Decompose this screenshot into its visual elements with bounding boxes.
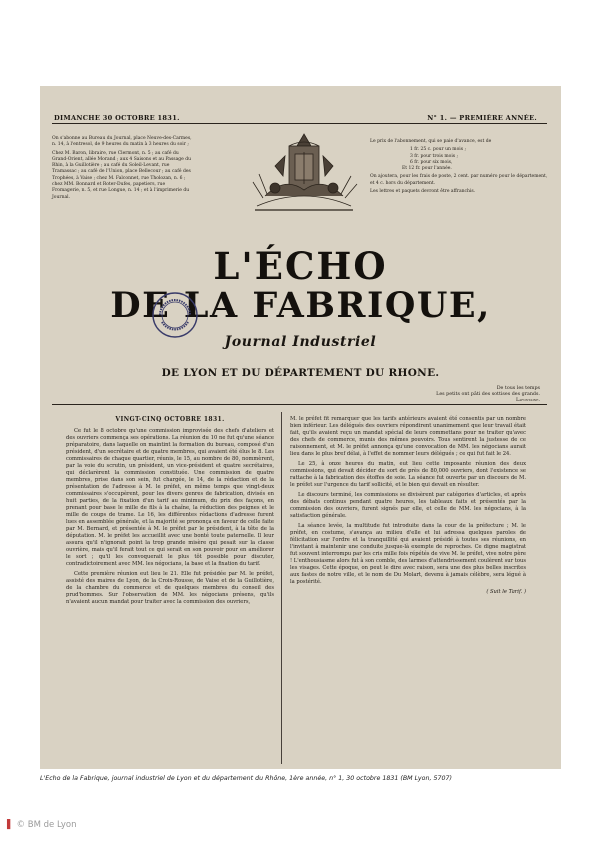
postage-note: On ajoutera, pour les frais de poste, 2 cent. par numéro pour le département, et 4 c. hors du département. xyxy=(370,174,548,186)
article-paragraph: Cette première réunion eut lieu le 21. Elle fut présidée par M. le préfet, assisté des maires de Lyon, de la Croix-Rousse, de Vaise et de la Guillotière, de la chambre du commerce et de quelques membres du conseil des prud'hommes. Sur l'observation de MM. les négocians présens, qu'ils n'avaient aucun mandat pour traiter avec la commission des ouvriers, xyxy=(66,571,274,605)
subscription-locations xyxy=(52,136,194,203)
epigraph-author: Lafontaine. xyxy=(515,398,540,403)
article-paragraph: M. le préfet fit remarquer que les tarifs antérieurs avaient été consentis par un nombre bien inférieur. Les délégués des ouvriers répondirent unanimement que leur travail était fait, qu'ils avaient reçu un mandat spécial de leurs commettans pour ne traiter qu'avec des chefs de commerce, munis des mêmes pouvoirs. Tous sentirent la justesse de ce raisonnement, et M. le préfet annonça qu'une convocation de MM. les négocians aurait lieu dans le plus bref délai, à l'effet de nommer leurs délégués ; ce qui fut fait le 24. xyxy=(290,416,526,457)
issue-number: N° 1. — PREMIÈRE ANNÉE. xyxy=(427,114,537,122)
copyright-text: © BM de Lyon xyxy=(16,820,77,830)
library-stamp-icon xyxy=(150,290,200,340)
price-line: Et 12 fr. pour l'année. xyxy=(402,166,452,172)
allegorical-vignette-icon xyxy=(245,126,363,218)
header-rule xyxy=(52,123,547,124)
epigraph-line: De tous les temps xyxy=(496,386,540,391)
article-paragraph: Le 25, à onze heures du matin, eut lieu cette imposante réunion des deux commissions, qui devait décider du sort de près de 80,000 ouvriers, dont l'existence se rattache à la fabrication des étoffes de soie. La séance fut ouverte par un discours de M. le préfet sur l'urgence du tarif sollicité, et le bien qui devait en résulter. xyxy=(290,461,526,488)
price-line: 1 fr. 25 c. pour un mois ; xyxy=(410,147,466,153)
masthead-subtitle-2: DE LYON ET DU DÉPARTEMENT DU RHONE. xyxy=(161,367,440,379)
image-caption: L'Echo de la Fabrique, journal industriel de Lyon et du département du Rhône, 1ère année, n° 1, 30 octobre 1831 (BM Lyon, 5707) xyxy=(40,775,452,782)
article-left-column xyxy=(66,416,274,609)
article-title: VINGT-CINQ OCTOBRE 1831. xyxy=(115,416,225,423)
section-rule xyxy=(52,404,547,405)
newspaper-page xyxy=(40,86,561,769)
bm-lyon-logo-icon: ▌ xyxy=(7,820,14,830)
subscription-text: Chez M. Baron, libraire, rue Clermont, n. 5 ; au café du Grand-Orient, allée Morand ; aux 4 Saisons et au Passage du Rhin, à la Guillotière ; au café du Soleil-Levant, rue Tramassac ; au café de l'Union, place Bellecour ; au café des Trophées, à Vaise ; chez M. Falconnet, rue Tholozan, n. 6 ; chez MM. Bonnard et Roter-Dufes, papetiers, rue Fromagerie, n. 5, et rue Longue, n. 14 ; et à l'imprimerie du Journal. xyxy=(52,150,192,200)
article-right-column xyxy=(290,416,526,596)
price-line: 3 fr. pour trois mois ; xyxy=(410,153,459,159)
article-paragraph: Ce fut le 8 octobre qu'une commission improvisée des chefs d'ateliers et des ouvriers commença ses opérations. La réunion du 10 ne fut qu'une séance préparatoire, dans laquelle on maintint la formation du bureau, composé d'un président, d'un secrétaire et de quatre membres, qui avaient été élus le 8. Les commissaires de chaque quartier, réunis, le 15, au nombre de 80, nommèrent, par la voie du scrutin, un président, un vice-président et quatre secrétaires, qui déclarèrent la commission constituée. Une commission de quatre membres, prise dans son sein, fut chargée, le 14, de la rédaction et de la présentation de l'adresse à M. le préfet, en même temps que vingt-deux commissaires s'occupèrent, pour les divers genres de fabrication, divisés en huit parties, de la fixation d'un tarif au minimum, du prix des façons, en prenant pour base le mille de fils à la chaîne, la réduction des peignes et le mille de coups de trame. Le 16, les différentes rédactions d'adresse furent lues en assemblée générale, et la majorité se prononça en faveur de celle faite par M. Bernard, et présentée à M. le préfet par le président, à la tête de la députation. M. le préfet les accueillit avec une bonté toute paternelle. Il leur assura qu'il n'ignorait point la trop grande misère qui pesait sur la classe ouvrière, mais qu'il ferait tout ce qui serait en son pouvoir pour en améliorer le sort ; qu'il les convoquerait le plus tôt possible pour discuter, contradictoirement avec MM. les négocians, la base et la fixation du tarif. xyxy=(66,428,274,567)
article-paragraph: Le discours terminé, les commissions se divisèrent par catégories d'articles, et après des débats continus pendant quatre heures, les tableaux faits et présentés par la commission des ouvriers, furent signés par elle, et celle de MM. les négocians, à la satisfaction générale. xyxy=(290,492,526,519)
masthead-title: L'ÉCHO xyxy=(213,244,388,288)
letters-note: Les lettres et paquets devront être affranchis. xyxy=(370,189,476,195)
price-intro: Le prix de l'abonnement, qui se paie d'avance, est de xyxy=(370,139,492,144)
article-paragraph: La séance levée, la multitude fut introduite dans la cour de la préfecture ; M. le préfet, en costume, s'avança au milieu d'elle et lui adressa quelques paroles de félicitation sur l'ordre et la tranquillité qui avaient présidé à toutes ses réunions, en l'invitant à maintenir une conduite jusque-là exempte de reproches. Ce digne magistrat fut souvent interrompu par les cris mille fois répétés de vive M. le préfet, vive notre père ! L'enthousiasme alors fut à son comble, des larmes d'attendrissement coulèrent sur tous les visages. Cette époque, on peut le dire avec raison, sera une des plus belles inscrites aux fastes de notre ville, et le nom de Du Molart, devenu à jamais célèbre, sera légué à la postérité. xyxy=(290,523,526,585)
column-divider xyxy=(281,412,282,764)
issue-date: DIMANCHE 30 OCTOBRE 1831. xyxy=(54,114,180,122)
price-line: 6 fr. pour six mois, xyxy=(410,159,453,165)
copyright-footer xyxy=(7,820,77,830)
epigraph xyxy=(340,386,540,404)
masthead-title-2: DE LA FABRIQUE, xyxy=(110,285,491,326)
epigraph-line: Les petits ont pâti des sottises des grands. xyxy=(436,392,540,397)
subscription-prices xyxy=(370,139,550,197)
masthead-subtitle: Journal Industriel xyxy=(224,334,377,350)
subscription-text: On s'abonne au Bureau du Journal, place Neuve-des-Carmes, n. 14, à l'entresol, de 9 heures du matin à 3 heures du soir ; xyxy=(52,136,192,148)
article-signoff: ( Suit le Tarif. ) xyxy=(486,589,526,595)
